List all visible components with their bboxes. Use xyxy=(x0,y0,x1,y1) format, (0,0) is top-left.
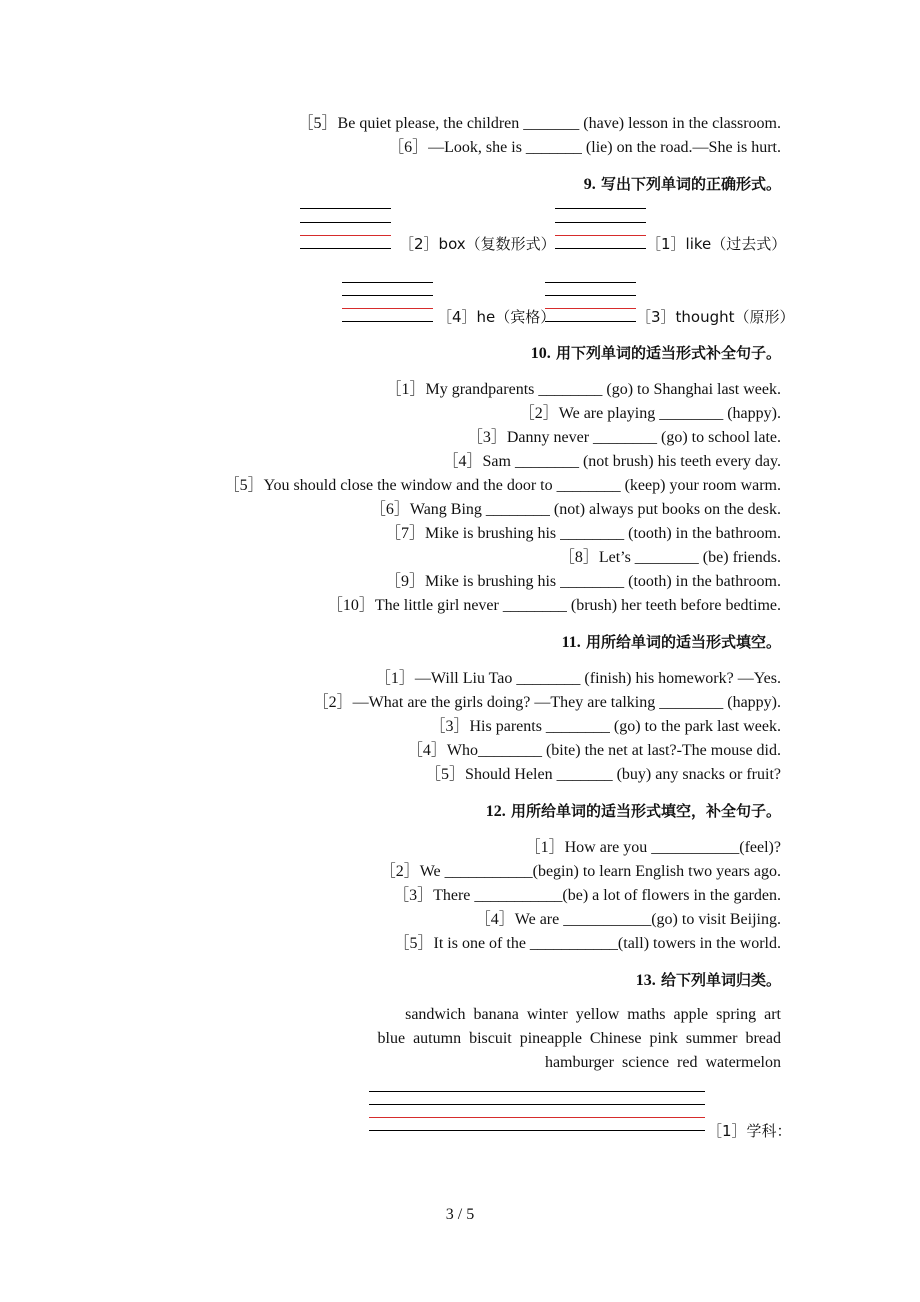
section-heading-13 xyxy=(636,969,781,990)
answer-line xyxy=(342,282,433,283)
answer-line xyxy=(300,248,391,249)
item-label: ［1］like（过去式） xyxy=(646,235,787,253)
answer-line xyxy=(555,208,646,209)
category-label: ［1］学科： xyxy=(707,1122,792,1140)
section-heading-12 xyxy=(486,800,781,821)
answer-line xyxy=(369,1130,705,1131)
answer-line xyxy=(555,222,646,223)
answer-line-red xyxy=(300,235,391,236)
answer-line xyxy=(545,282,636,283)
sentence-line: ［3］Danny never ________ (go) to school late. xyxy=(466,429,781,446)
section-title: 给下列单词归类。 xyxy=(660,971,781,989)
sentence-line: ［4］We are ___________(go) to visit Beijing. xyxy=(474,911,781,928)
section-number: 12. xyxy=(485,803,506,820)
sentence-line: ［1］My grandparents ________ (go) to Shanghai last week. xyxy=(385,381,781,398)
answer-line xyxy=(545,295,636,296)
word-bank-line: sandwich banana winter yellow maths apple spring art xyxy=(405,1006,781,1023)
section-number: 13. xyxy=(635,972,656,989)
section-heading-11 xyxy=(562,631,781,652)
section-title: 用所给单词的适当形式填空。 xyxy=(585,633,781,651)
answer-line xyxy=(555,248,646,249)
section-title: 用所给单词的适当形式填空，补全句子。 xyxy=(510,802,781,820)
sentence-line: ［9］Mike is brushing his ________ (tooth) in the bathroom. xyxy=(385,573,781,590)
answer-line xyxy=(545,321,636,322)
sentence-line: ［1］How are you ___________(feel)? xyxy=(524,839,781,856)
sentence-line: ［5］It is one of the ___________(tall) towers in the world. xyxy=(393,935,781,952)
sentence-line: ［4］Who________ (bite) the net at last?-The mouse did. xyxy=(406,742,781,759)
sentence-line: ［3］There ___________(be) a lot of flowers in the garden. xyxy=(393,887,781,904)
sentence-line: ［3］His parents ________ (go) to the park last week. xyxy=(429,718,781,735)
sentence-line: ［2］We ___________(begin) to learn English two years ago. xyxy=(379,863,781,880)
item-label: ［2］box（复数形式） xyxy=(399,235,556,253)
section-number: 9. xyxy=(583,176,596,193)
section-title: 用下列单词的适当形式补全句子。 xyxy=(555,344,781,362)
sentence-line: ［1］—Will Liu Tao ________ (finish) his homework? —Yes. xyxy=(374,670,781,687)
answer-line-red xyxy=(369,1117,705,1118)
sentence-line: ［4］Sam ________ (not brush) his teeth every day. xyxy=(442,453,781,470)
answer-line xyxy=(342,321,433,322)
section-heading-10 xyxy=(531,342,781,363)
sentence-line: ［2］—What are the girls doing? —They are talking ________ (happy). xyxy=(312,694,781,711)
sentence-line: ［7］Mike is brushing his ________ (tooth) in the bathroom. xyxy=(385,525,781,542)
answer-line xyxy=(342,295,433,296)
section-heading-9 xyxy=(584,173,781,194)
answer-line-red xyxy=(545,308,636,309)
word-bank-line: hamburger science red watermelon xyxy=(544,1054,781,1071)
section-number: 10. xyxy=(530,345,551,362)
word-bank-line: blue autumn biscuit pineapple Chinese pink summer bread xyxy=(377,1030,781,1047)
section-title: 写出下列单词的正确形式。 xyxy=(600,175,781,193)
answer-line xyxy=(369,1091,705,1092)
sentence-line: ［8］Let’s ________ (be) friends. xyxy=(558,549,781,566)
answer-line-red xyxy=(555,235,646,236)
item-label: ［3］thought（原形） xyxy=(636,308,795,326)
page-number: 3 / 5 xyxy=(445,1206,475,1223)
sentence-line: ［6］—Look, she is _______ (lie) on the road.—She is hurt. xyxy=(388,139,781,156)
sentence-line: ［5］You should close the window and the door to ________ (keep) your room warm. xyxy=(223,477,781,494)
answer-line xyxy=(300,208,391,209)
sentence-line: ［5］Should Helen _______ (buy) any snacks or fruit? xyxy=(425,766,781,783)
sentence-line: ［5］Be quiet please, the children _______ (have) lesson in the classroom. xyxy=(297,115,781,132)
sentence-line: ［2］We are playing ________ (happy). xyxy=(518,405,781,422)
answer-line xyxy=(369,1104,705,1105)
section-number: 11. xyxy=(561,634,581,651)
sentence-line: ［10］The little girl never ________ (brush) her teeth before bedtime. xyxy=(326,597,781,614)
answer-line-red xyxy=(342,308,433,309)
answer-line xyxy=(300,222,391,223)
sentence-line: ［6］Wang Bing ________ (not) always put books on the desk. xyxy=(369,501,781,518)
item-label: ［4］he（宾格） xyxy=(437,308,556,326)
